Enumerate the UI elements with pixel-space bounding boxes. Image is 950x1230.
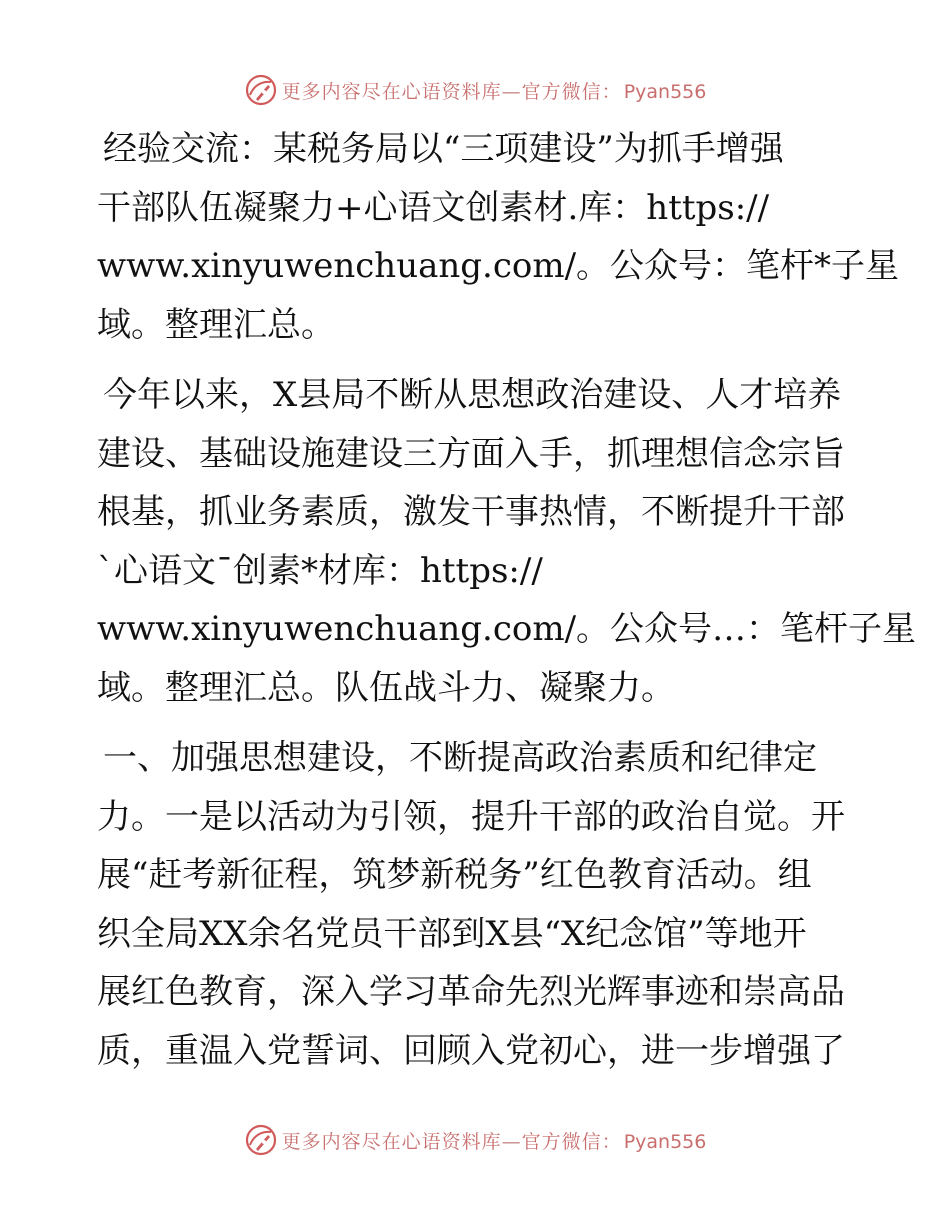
- text-line: 域。整理汇总。: [97, 304, 335, 345]
- header-watermark-banner: [0, 70, 950, 110]
- text-line: 质，重温入党誓词、回顾入党初心，进一步增强了: [97, 1030, 845, 1071]
- banner-site-name: 更多内容尽在心语资料库: [281, 80, 502, 103]
- text-line: 根基，抓业务素质，激发干事热情，不断提升干部: [97, 492, 845, 532]
- text-line: 展红色教育，深入学习革命先烈光辉事迹和崇高品: [97, 972, 845, 1012]
- banner-label: 官方微信：: [521, 1130, 622, 1153]
- banner-dash: —: [501, 1130, 522, 1153]
- banner-handle: Pyan556: [623, 80, 707, 103]
- banner-dash: —: [501, 80, 522, 103]
- paragraph-section-one: [97, 729, 857, 1080]
- text-line: 力。一是以活动为引领，提升干部的政治自觉。开: [97, 796, 845, 837]
- banner-site-name: 更多内容尽在心语资料库: [281, 1130, 502, 1153]
- text-line: 今年以来，X县局不断从思想政治建设、人才培养: [103, 375, 842, 415]
- text-line: 域。整理汇总。队伍战斗力、凝聚力。: [97, 667, 675, 708]
- text-line: `心语文¯创素*材库：https://: [97, 550, 543, 591]
- text-line: 一、加强思想建设，不断提高政治素质和纪律定: [103, 738, 817, 778]
- text-line: www.xinyuwenchuang.com/。公众号…：笔杆子星: [97, 609, 917, 649]
- document-body: [97, 120, 917, 1092]
- text-line: 干部队伍凝聚力+心语文创素材.库：https://: [97, 187, 770, 228]
- banner-text: [282, 77, 707, 104]
- text-line: 建设、基础设施建设三方面入手，抓理想信念宗旨: [97, 433, 845, 474]
- banner-label: 官方微信：: [521, 80, 622, 103]
- pen-logo-icon: [244, 1123, 278, 1157]
- text-line: www.xinyuwenchuang.com/。公众号：笔杆*子星: [97, 246, 900, 286]
- text-line: 展“赶考新征程，筑梦新税务”红色教育活动。组: [97, 855, 812, 895]
- text-line: 织全局XX余名党员干部到X县“X纪念馆”等地开: [97, 913, 807, 954]
- banner-handle: Pyan556: [623, 1130, 707, 1153]
- footer-watermark-banner: [0, 1120, 950, 1160]
- paragraph-intro: [97, 366, 917, 717]
- paragraph-title: [97, 120, 900, 354]
- banner-text: [282, 1127, 707, 1154]
- text-line: 经验交流：某税务局以“三项建设”为抓手增强: [103, 129, 784, 169]
- pen-logo-icon: [244, 73, 278, 107]
